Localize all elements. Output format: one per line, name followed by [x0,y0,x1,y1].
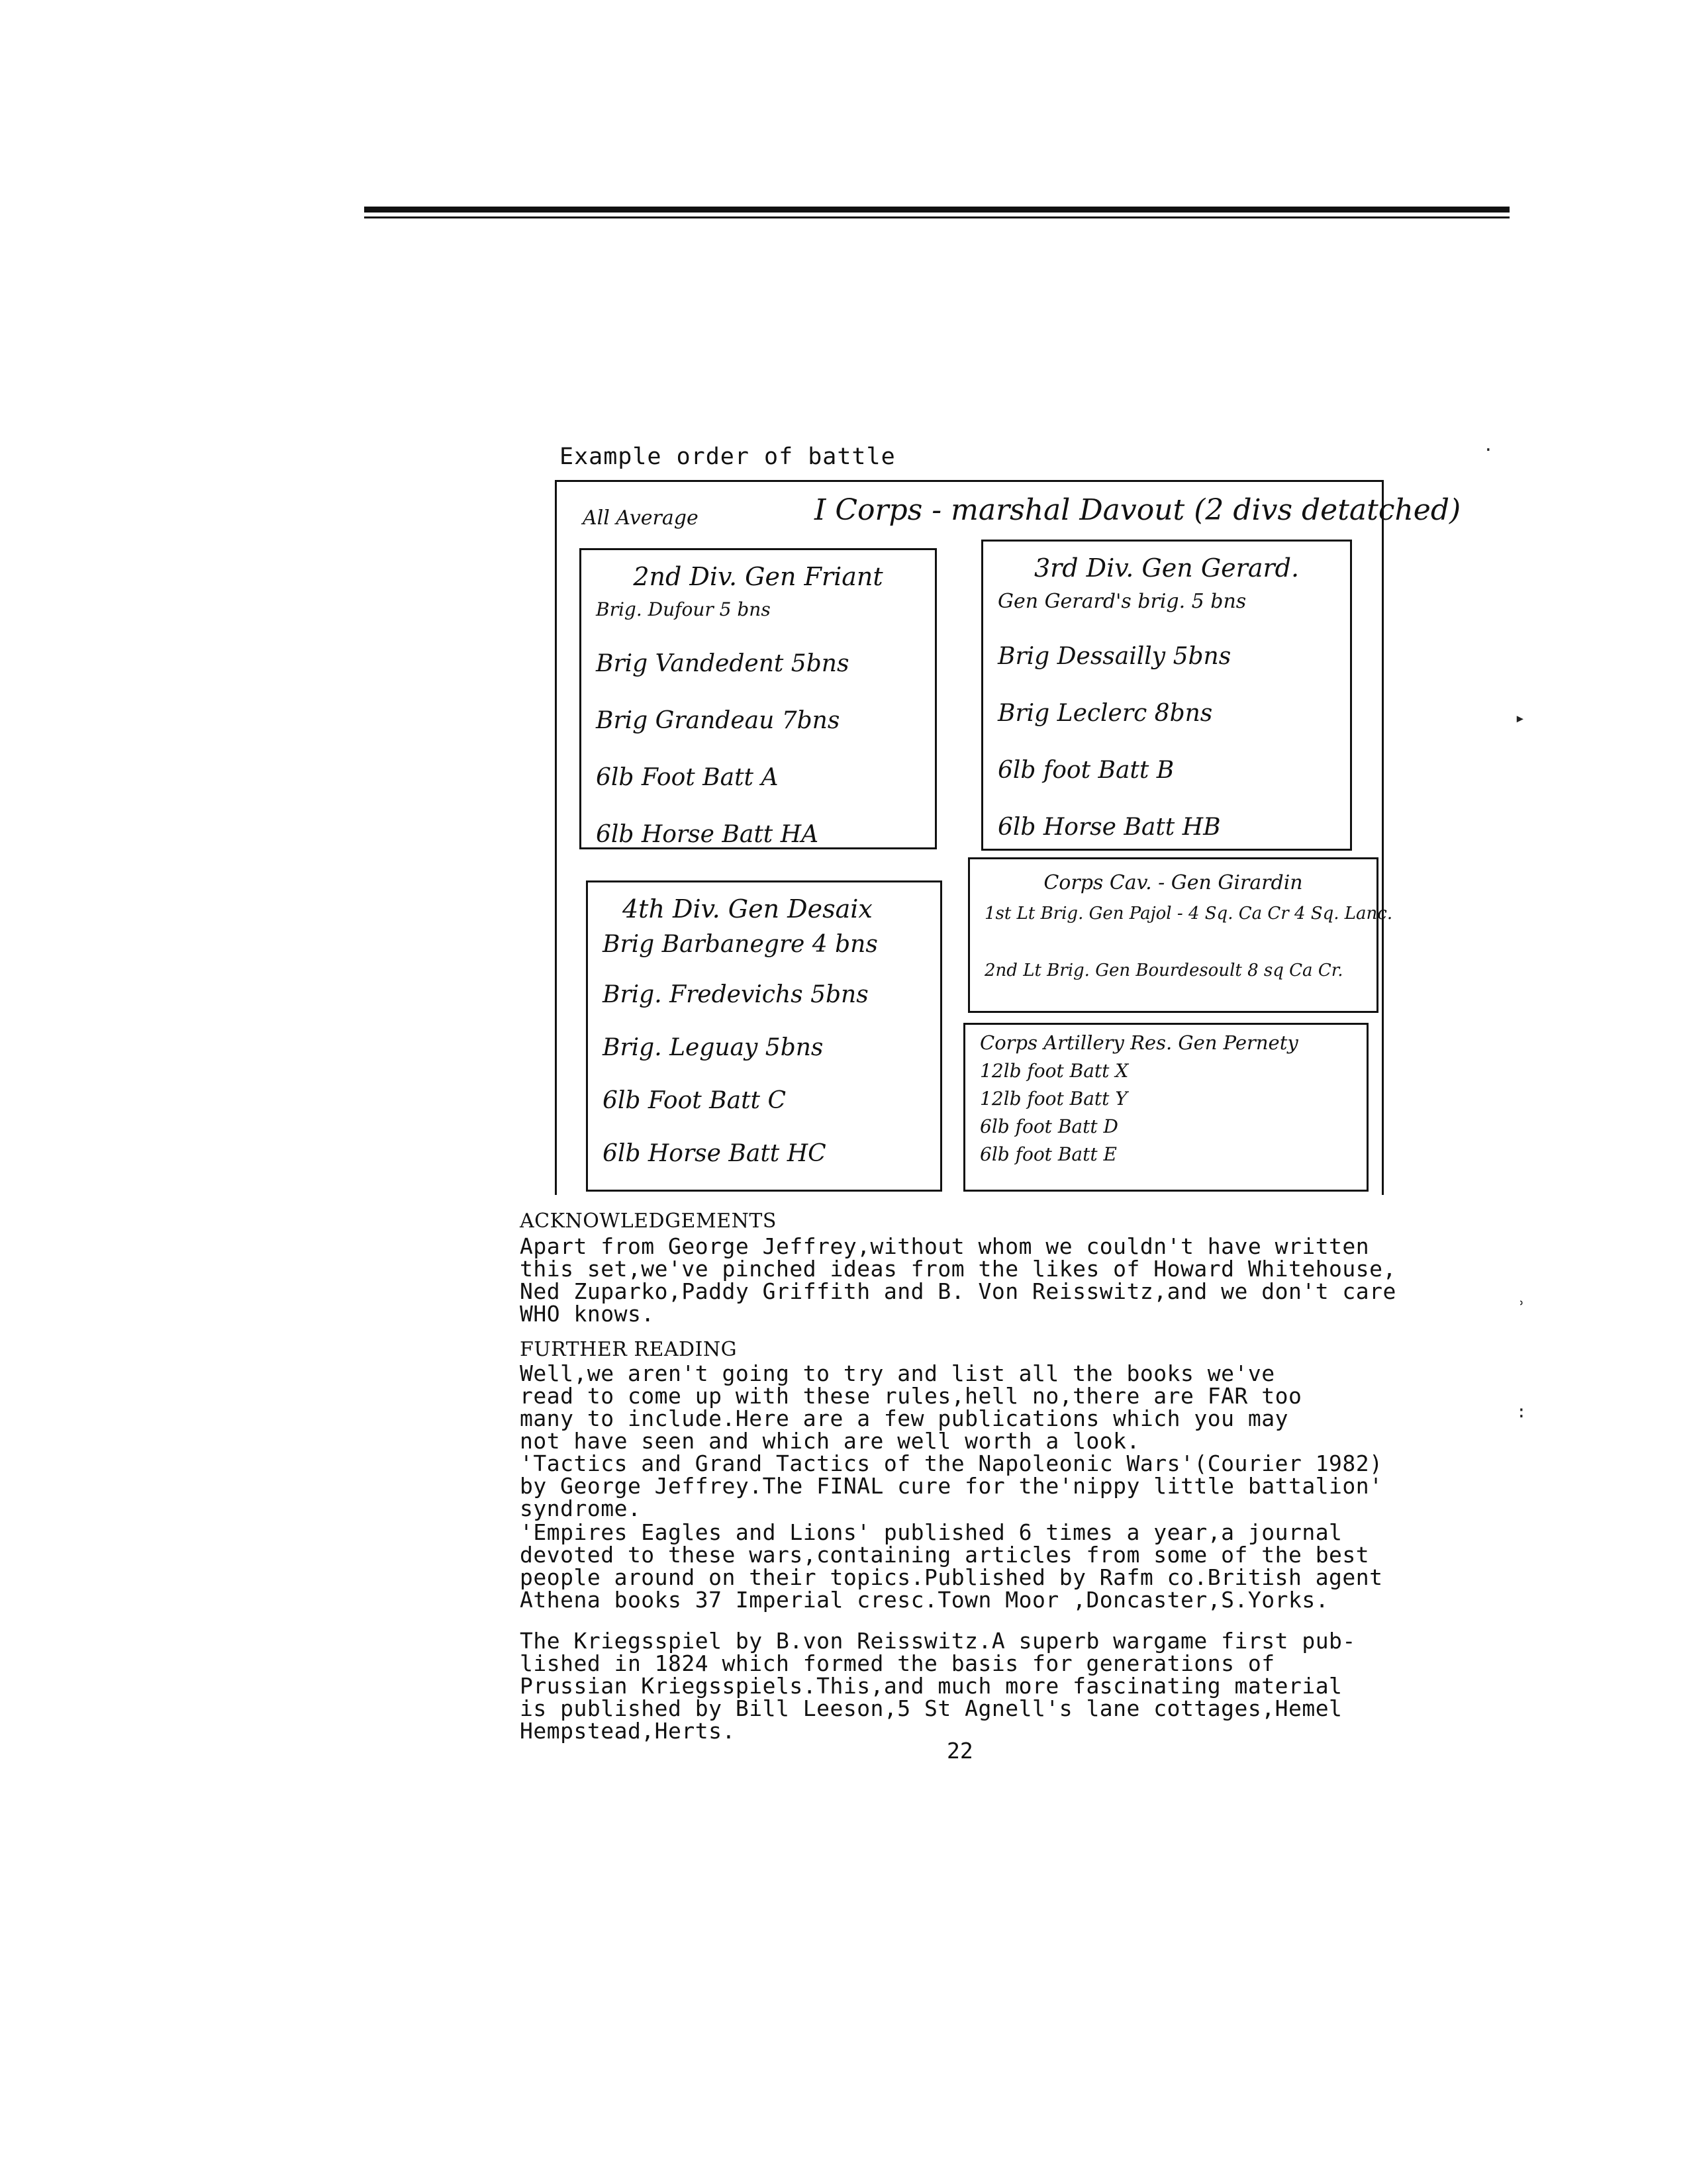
reading-line: lished in 1824 which formed the basis for generations of [520,1650,1275,1676]
div4-title: 4th Div. Gen Desaix [622,894,873,924]
reading-line: by George Jeffrey.The FINAL cure for the'nippy little battalion' [520,1473,1383,1499]
reading-line: 'Empires Eagles and Lions' published 6 times a year,a journal [520,1519,1343,1545]
page-number: 22 [947,1738,973,1764]
div2-title: 2nd Div. Gen Friant [633,562,883,591]
cavalry-line: 2nd Lt Brig. Gen Bourdesoult 8 sq Ca Cr. [985,961,1343,980]
div3-line: Brig Leclerc 8bns [998,700,1213,727]
header-rule-thin [364,216,1510,218]
ack-heading: ACKNOWLEDGEMENTS [520,1210,777,1233]
div4-line: Brig. Leguay 5bns [603,1034,824,1061]
reading-line: 'Tactics and Grand Tactics of the Napoleonic Wars'(Courier 1982) [520,1450,1383,1476]
cavalry-line: 1st Lt Brig. Gen Pajol - 4 Sq. Ca Cr 4 Sq. Lanc. [985,904,1393,924]
ack-line: WHO knows. [520,1301,655,1327]
oob-heading: Example order of battle [559,444,896,470]
ack-line: Apart from George Jeffrey,without whom we couldn't have written [520,1233,1370,1259]
artillery-line: 6lb foot Batt D [980,1116,1118,1137]
div4-line: Brig Barbanegre 4 bns [603,931,878,958]
reading-line: not have seen and which are well worth a look. [520,1428,1140,1454]
artillery-box [963,1023,1369,1192]
corps-title: I Corps - marshal Davout (2 divs detatched) [814,493,1461,527]
reading-line: Prussian Kriegsspiels.This,and much more fascinating material [520,1673,1343,1699]
cavalry-title: Corps Cav. - Gen Girardin [1043,871,1303,894]
reading-line: read to come up with these rules,hell no,there are FAR too [520,1383,1302,1409]
div4-line: 6lb Foot Batt C [603,1087,787,1114]
div4-line: Brig. Fredevichs 5bns [603,981,869,1008]
scan-speck: · [1483,440,1494,460]
scan-speck: : [1516,1402,1527,1422]
reading-line: Hempstead,Herts. [520,1718,736,1744]
reading-line: people around on their topics.Published by Rafm co.British agent [520,1564,1383,1590]
scan-speck: ˒ [1516,1294,1527,1314]
reading-line: syndrome. [520,1496,642,1521]
artillery-title: Corps Artillery Res. Gen Pernety [980,1031,1298,1054]
div3-line: 6lb foot Batt B [998,757,1175,784]
reading-line: The Kriegsspiel by B.von Reisswitz.A superb wargame first pub- [520,1628,1356,1654]
reading-line: Athena books 37 Imperial cresc.Town Moor ,Doncaster,S.Yorks. [520,1587,1329,1613]
reading-line: is published by Bill Leeson,5 St Agnell's lane cottages,Hemel [520,1695,1343,1721]
scan-speck: ▸ [1515,708,1525,728]
div3-line: Gen Gerard's brig. 5 bns [998,590,1247,613]
quality-note: All Average [583,506,699,530]
artillery-line: 12lb foot Batt Y [980,1088,1128,1110]
div3-box [981,540,1352,851]
div4-box [586,880,942,1192]
reading-line: Well,we aren't going to try and list all the books we've [520,1360,1275,1386]
div2-box [579,548,937,849]
div3-line: Brig Dessailly 5bns [998,643,1231,670]
div2-line: Brig. Dufour 5 bns [596,598,771,620]
header-rule-thick [364,207,1510,213]
div2-line: 6lb Foot Batt A [596,764,779,791]
div2-line: Brig Grandeau 7bns [596,707,840,734]
reading-heading: FURTHER READING [520,1338,738,1361]
artillery-line: 6lb foot Batt E [980,1143,1117,1165]
div4-line: 6lb Horse Batt HC [603,1140,826,1167]
reading-line: many to include.Here are a few publications which you may [520,1405,1288,1431]
div2-line: 6lb Horse Batt HA [596,821,819,848]
div3-title: 3rd Div. Gen Gerard. [1034,553,1300,583]
ack-line: Ned Zuparko,Paddy Griffith and B. Von Reisswitz,and we don't care [520,1278,1396,1304]
div3-line: 6lb Horse Batt HB [998,814,1221,841]
cavalry-box [968,857,1393,1013]
div2-line: Brig Vandedent 5bns [596,650,849,677]
reading-line: devoted to these wars,containing articles from some of the best [520,1542,1370,1568]
ack-line: this set,we've pinched ideas from the likes of Howard Whitehouse, [520,1256,1396,1282]
artillery-line: 12lb foot Batt X [980,1060,1129,1082]
